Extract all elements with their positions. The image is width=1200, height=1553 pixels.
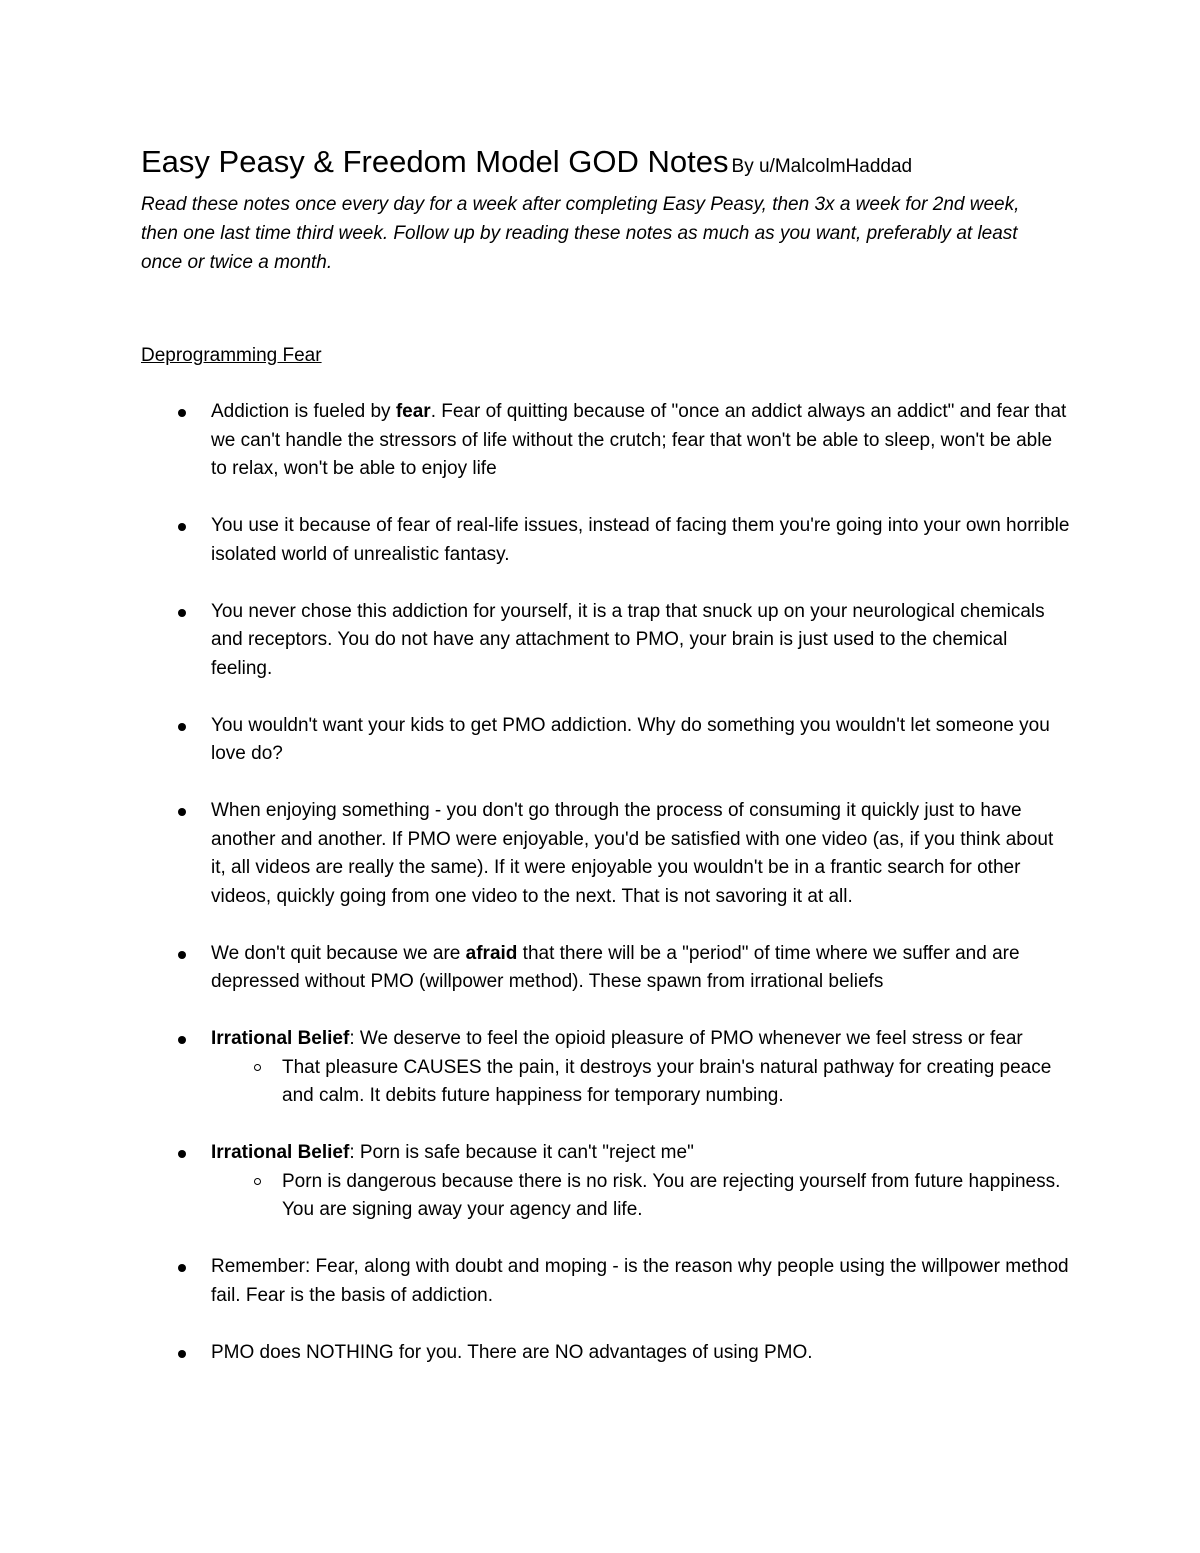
- bullet-icon: [178, 951, 186, 959]
- item-text: PMO does NOTHING for you. There are NO advantages of using PMO.: [211, 1341, 813, 1363]
- author-byline: By u/MalcolmHaddad: [731, 156, 913, 177]
- intro-paragraph: Read these notes once every day for a week after completing Easy Peasy, then 3x a week for 2nd week, then one last time third week. Follow up by reading these notes as much as you want, preferably at least once or twice a month.: [141, 194, 1020, 273]
- bullet-icon: [178, 723, 186, 731]
- item-text: . Fear of quitting because of "once an addict always an addict" and fear that we can't handle the stressors of life without the crutch; fear that won't be able to sleep, won't be able to relax, won't be able to enjoy life: [211, 401, 1067, 479]
- bullet-icon: [178, 1350, 186, 1358]
- item-text: : We deserve to feel the opioid pleasure of PMO whenever we feel stress or fear: [349, 1028, 1023, 1049]
- item-text: You wouldn't want your kids to get PMO addiction. Why do something you wouldn't let someone you love do?: [211, 714, 1050, 764]
- list-item: [141, 797, 1071, 911]
- sub-item-text: That pleasure CAUSES the pain, it destroys your brain's natural pathway for creating peace and calm. It debits future happiness for temporary numbing.: [282, 1056, 1052, 1106]
- bullet-icon: [178, 609, 186, 617]
- list-item: [141, 1025, 1071, 1111]
- list-item: [141, 598, 1071, 684]
- bullet-icon: [178, 523, 186, 531]
- document-title: Easy Peasy & Freedom Model GOD Notes: [141, 144, 729, 179]
- item-text: You use it because of fear of real-life issues, instead of facing them you're going into your own horrible isolated world of unrealistic fantasy.: [211, 515, 1070, 565]
- item-text: that there will be a "period" of time where we suffer and are depressed without PMO (willpower method). These spawn from irrational beliefs: [211, 942, 1020, 992]
- item-text: When enjoying something - you don't go through the process of consuming it quickly just to have another and another. If PMO were enjoyable, you'd be satisfied with one video (as, if you think about it, all videos are really the same). If it were enjoyable you wouldn't be in a frantic search for other videos, quickly going from one video to the next. That is not savoring it at all.: [211, 800, 1054, 907]
- list-item: [141, 1139, 1071, 1225]
- item-text: Remember: Fear, along with doubt and moping - is the reason why people using the willpower method fail. Fear is the basis of addiction.: [211, 1256, 1069, 1306]
- item-emphasis: afraid: [465, 942, 518, 964]
- bullet-icon: [178, 1036, 186, 1044]
- title-line: [141, 140, 1071, 190]
- item-emphasis: Irrational Belief: [211, 1142, 350, 1163]
- circle-bullet-icon: [254, 1178, 261, 1185]
- list-item: [141, 512, 1071, 569]
- item-text: You never chose this addiction for yourself, it is a trap that snuck up on your neurological chemicals and receptors. You do not have any attachment to PMO, your brain is just used to the chemical feeling.: [211, 600, 1045, 679]
- item-emphasis: Irrational Belief: [211, 1028, 350, 1049]
- item-emphasis: fear: [395, 401, 431, 422]
- list-item: [141, 398, 1071, 484]
- bullet-icon: [178, 1264, 186, 1272]
- sub-item-text: Porn is dangerous because there is no risk. You are rejecting yourself from future happiness. You are signing away your agency and life.: [282, 1170, 1061, 1220]
- circle-bullet-icon: [254, 1064, 261, 1071]
- bullet-icon: [178, 1150, 186, 1158]
- list-item: [141, 1253, 1071, 1310]
- list-item: [141, 1339, 1071, 1368]
- item-text: We don't quit because we are: [211, 942, 466, 964]
- bullet-icon: [178, 409, 186, 417]
- sub-list: [211, 1054, 1071, 1111]
- sub-list-item: [211, 1054, 1071, 1111]
- document-page: [141, 140, 1071, 1396]
- sub-list-item: [211, 1168, 1071, 1225]
- bullet-list: [141, 398, 1071, 1367]
- list-item: [141, 940, 1071, 997]
- item-text: : Porn is safe because it can't "reject me": [349, 1142, 694, 1163]
- list-item: [141, 712, 1071, 769]
- sub-list: [211, 1168, 1071, 1225]
- bullet-icon: [178, 808, 186, 816]
- item-text: Addiction is fueled by: [211, 401, 396, 422]
- section-heading: Deprogramming Fear: [141, 345, 322, 366]
